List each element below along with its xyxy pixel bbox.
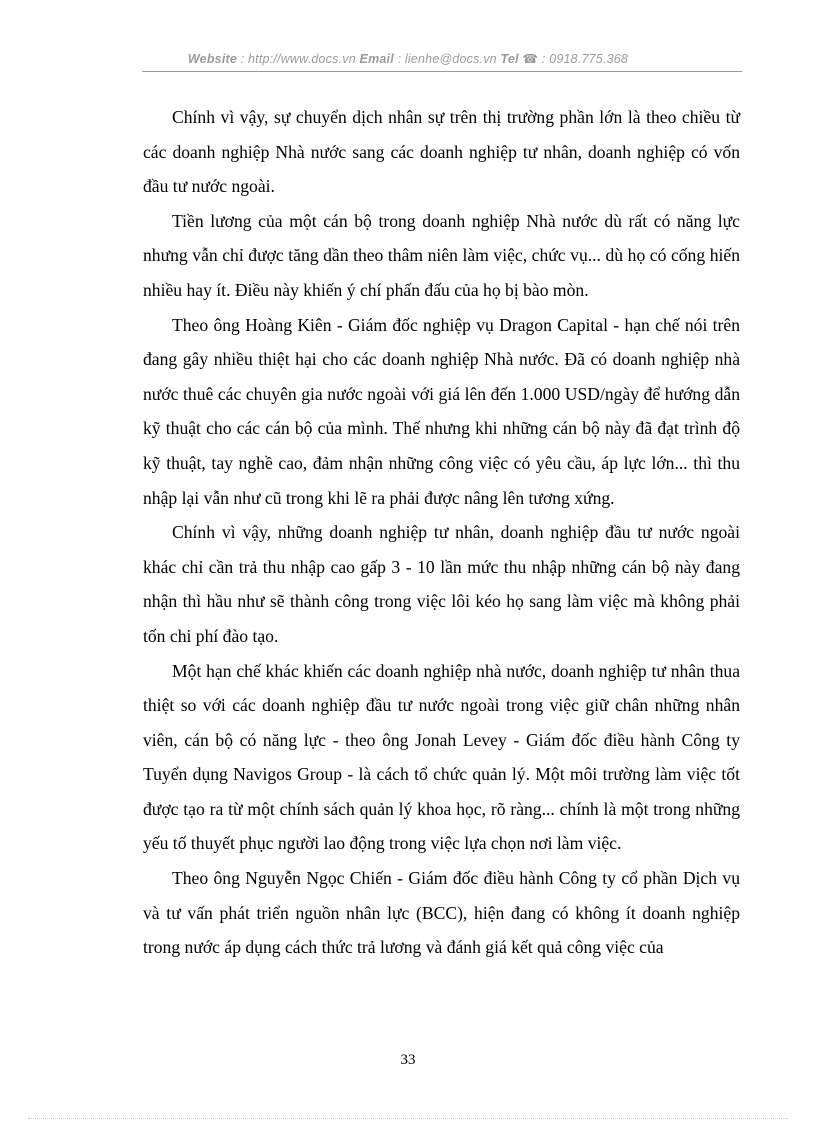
website-value: : http://www.docs.vn [237, 52, 360, 66]
paragraph: Một hạn chế khác khiến các doanh nghiệp nhà nước, doanh nghiệp tư nhân thua thiệt so với các doanh nghiệp đầu tư nước ngoài trong việc giữ chân những nhân viên, cán bộ có năng lực - theo ông Jonah Levey - Giám đốc điều hành Công ty Tuyển dụng Navigos Group - là cách tổ chức quản lý. Một môi trường làm việc tốt được tạo ra từ một chính sách quản lý khoa học, rõ ràng... chính là một trong những yếu tố thuyết phục người lao động trong việc lựa chọn nơi làm việc. [143, 660, 740, 854]
footer-divider [28, 1118, 788, 1119]
paragraph: Theo ông Nguyễn Ngọc Chiến - Giám đốc điều hành Công ty cổ phần Dịch vụ và tư vấn phát triển nguồn nhân lực (BCC), hiện đang có không ít doanh nghiệp trong nước áp dụng cách thức trả lương và đánh giá kết quả công việc của [143, 868, 740, 958]
page-header [0, 51, 816, 66]
tel-label: Tel [500, 52, 519, 66]
phone-icon: ☎ [522, 52, 539, 66]
website-label: Website [187, 52, 238, 66]
document-body [143, 100, 740, 965]
tel-value: : 0918.775.368 [538, 52, 629, 66]
paragraph: Chính vì vậy, những doanh nghiệp tư nhân, doanh nghiệp đầu tư nước ngoài khác chỉ cần trả thu nhập cao gấp 3 - 10 lần mức thu nhập những cán bộ này đang nhận thì hầu như sẽ thành công trong việc lôi kéo họ sang làm việc mà không phải tốn chi phí đào tạo. [143, 522, 740, 646]
paragraph: Chính vì vậy, sự chuyển dịch nhân sự trên thị trường phần lớn là theo chiều từ các doanh nghiệp Nhà nước sang các doanh nghiệp tư nhân, doanh nghiệp có vốn đầu tư nước ngoài. [143, 107, 740, 197]
paragraph: Tiền lương của một cán bộ trong doanh nghiệp Nhà nước dù rất có năng lực nhưng vẫn chỉ được tăng dần theo thâm niên làm việc, chức vụ... dù họ có cống hiến nhiều hay ít. Điều này khiến ý chí phấn đấu của họ bị bào mòn. [143, 210, 740, 300]
page-number: 33 [400, 1052, 416, 1068]
paragraph: Theo ông Hoàng Kiên - Giám đốc nghiệp vụ Dragon Capital - hạn chế nói trên đang gây nhiều thiệt hại cho các doanh nghiệp Nhà nước. Đã có doanh nghiệp nhà nước thuê các chuyên gia nước ngoài với giá lên đến 1.000 USD/ngày để hướng dẫn kỹ thuật cho các cán bộ của mình. Thế nhưng khi những cán bộ này đã đạt trình độ kỹ thuật, tay nghề cao, đảm nhận những công việc có yêu cầu, áp lực lớn... thì thu nhập lại vẫn như cũ trong khi lẽ ra phải được nâng lên tương xứng. [143, 314, 740, 508]
email-value: : lienhe@docs.vn [393, 52, 501, 66]
header-divider [142, 71, 742, 72]
email-label: Email [359, 52, 394, 66]
